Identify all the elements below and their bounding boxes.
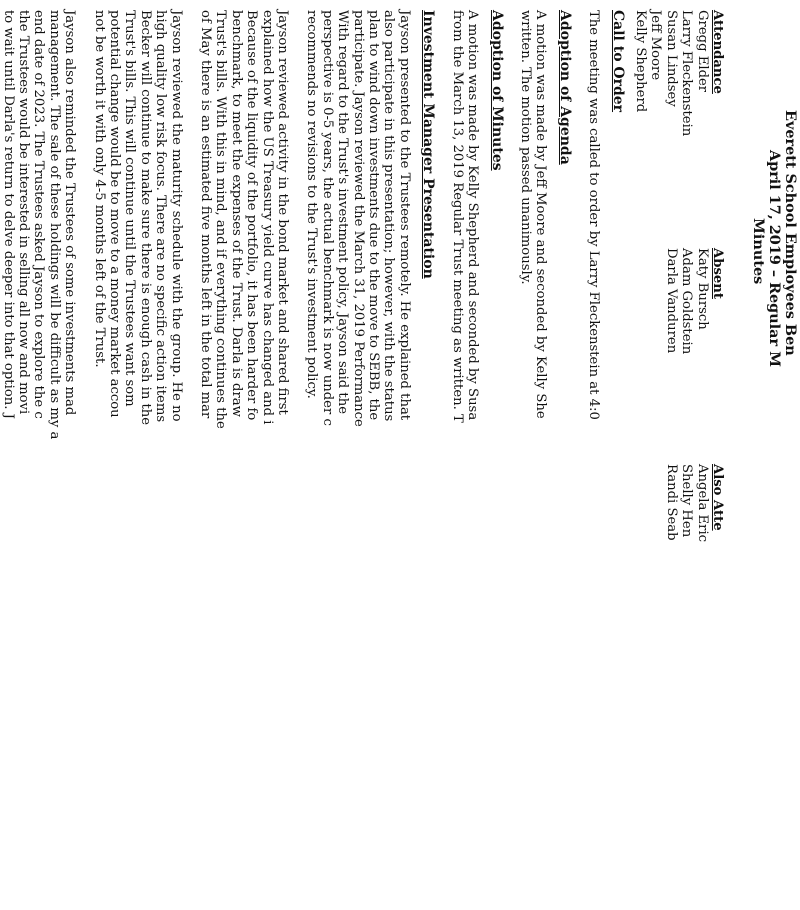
present-name: Gregg Elder bbox=[694, 10, 709, 248]
adoption-minutes-heading: Adoption of Minutes bbox=[488, 10, 503, 910]
adoption-agenda-text: written. The motion passed unanimously. bbox=[518, 10, 533, 910]
paragraph-line: Jayson reviewed activity in the bond market and shared first bbox=[275, 10, 290, 910]
investment-heading: Investment Manager Presentation bbox=[420, 10, 435, 910]
attendance-section bbox=[633, 10, 725, 910]
present-name: Jeff Moore bbox=[648, 10, 663, 248]
paragraph-line: Because of the liquidity of the portfolio, it has been harder fo bbox=[244, 10, 259, 910]
paragraph-line: perspective is 0-5 years, the actual benchmark is now under c bbox=[319, 10, 334, 910]
also-attending-heading: Also Atte bbox=[710, 464, 725, 664]
absent-heading: Absent bbox=[710, 248, 725, 464]
paragraph-line: management. The sale of these holdings will be difficult as my a bbox=[46, 10, 61, 910]
call-to-order-heading: Call to Order bbox=[609, 10, 624, 910]
paragraph-line: With regard to the Trust's investment policy, Jayson said the bbox=[335, 10, 350, 910]
header-minutes: Minutes bbox=[751, 218, 766, 284]
present-name: Kelly Shepherd bbox=[633, 10, 648, 248]
paragraph-line: Becker will continue to make sure there is enough cash in the bbox=[137, 10, 152, 910]
investment-paragraph-3 bbox=[91, 10, 183, 910]
paragraph-line: Jayson also reminded the Trustees of some investments mad bbox=[62, 10, 77, 910]
also-attending-column bbox=[633, 464, 725, 664]
investment-paragraph-1 bbox=[304, 10, 412, 910]
absent-name: Katy Bursch bbox=[694, 248, 709, 464]
minutes-body bbox=[0, 10, 725, 910]
adoption-agenda-text: A motion was made by Jeff Moore and seconded by Kelly She bbox=[533, 10, 548, 910]
paragraph-line: not be worth it with only 4-5 months left of the Trust. bbox=[91, 10, 106, 910]
paragraph-line: explained how the US Treasury yield curve has changed and i bbox=[259, 10, 274, 910]
paragraph-line: benchmark, to meet the expenses of the Trust. Darla is draw bbox=[228, 10, 243, 910]
paragraph-line: potential change would be to move to a money market accou bbox=[107, 10, 122, 910]
adoption-minutes-text: A motion was made by Kelly Shepherd and seconded by Susa bbox=[465, 10, 480, 910]
paragraph-line: also participate in this presentation; however, with the status bbox=[381, 10, 396, 910]
also-attending-name: Angela Eric bbox=[694, 464, 709, 664]
present-name: Susan Lindsey bbox=[663, 10, 678, 248]
adoption-agenda-heading: Adoption of Agenda bbox=[556, 10, 571, 910]
attendance-heading: Attendance bbox=[710, 10, 725, 248]
absent-column bbox=[633, 248, 725, 464]
investment-paragraph-4 bbox=[0, 10, 77, 910]
paragraph-line: the Trustees would be interested in selling all now and movi bbox=[16, 10, 31, 910]
paragraph-line: of May there is an estimated five months left in the total mar bbox=[198, 10, 213, 910]
absent-name: Darla Vanduren bbox=[663, 248, 678, 464]
paragraph-line: Jayson presented to the Trustees remotely. He explained that bbox=[397, 10, 412, 910]
paragraph-line: to wait until Darla's return to delve deeper into that option. J bbox=[0, 10, 15, 910]
also-attending-name: Randi Seab bbox=[663, 464, 678, 664]
paragraph-line: Jayson reviewed the maturity schedule with the group. He no bbox=[168, 10, 183, 910]
call-to-order-text: The meeting was called to order by Larry Fleckenstein at 4:0 bbox=[586, 10, 601, 910]
adoption-minutes-text: from the March 13, 2019 Regular Trust meeting as written. T bbox=[449, 10, 464, 910]
present-column bbox=[633, 10, 725, 248]
investment-paragraph-2 bbox=[198, 10, 290, 910]
paragraph-line: plan to wind down investments due to the move to SEBB, the bbox=[366, 10, 381, 910]
paragraph-line: Trust's bills. With this in mind, and if everything continues the bbox=[213, 10, 228, 910]
header-date: April 17, 2019 – Regular M bbox=[767, 150, 782, 367]
paragraph-line: participate. Jayson reviewed the March 31, 2019 Performance bbox=[350, 10, 365, 910]
paragraph-line: high quality low risk focus. There are no specific action items bbox=[153, 10, 168, 910]
paragraph-line: end date of 2023. The Trustees asked Jayson to explore the c bbox=[31, 10, 46, 910]
also-attending-name: Shelly Hen bbox=[679, 464, 694, 664]
absent-name: Adam Goldstein bbox=[679, 248, 694, 464]
paragraph-line: recommends no revisions to the Trust's investment policy. bbox=[304, 10, 319, 910]
paragraph-line: Trust's bills. This will continue until the Trustees want som bbox=[122, 10, 137, 910]
present-name: Larry Fleckenstein bbox=[679, 10, 694, 248]
header-title: Everett School Employees Ben bbox=[783, 110, 798, 356]
